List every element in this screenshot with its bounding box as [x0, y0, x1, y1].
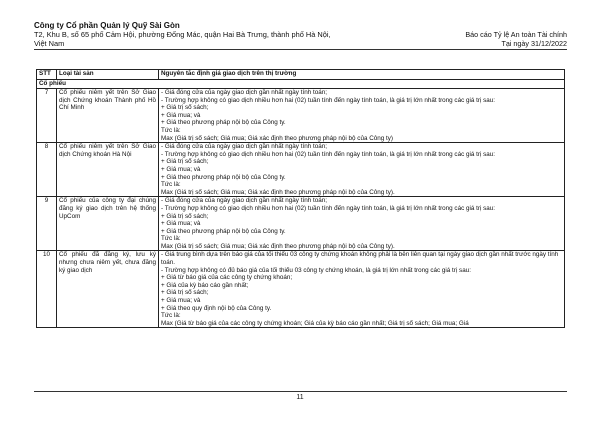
principle-line: + Giá trị sổ sách;	[161, 289, 209, 297]
principle-line: + Giá theo phương pháp nội bộ của Công ty.	[161, 119, 286, 127]
row-stt: 10	[37, 251, 57, 328]
row-principle	[159, 143, 565, 197]
principle-line: + Giá trị sổ sách;	[161, 212, 209, 220]
principle-line: + Giá mua; và	[161, 220, 201, 228]
principle-line: Tức là:	[161, 235, 181, 243]
principle-line: - Trường hợp không có giao dịch nhiều hơn hai (02) tuần tính đến ngày tính toán, là giá trị lớn nhất trong các giá trị sau:	[161, 96, 496, 104]
table-row	[37, 251, 565, 328]
principle-line: - Giá đóng cửa của ngày giao dịch gần nhất ngày tính toán;	[161, 89, 327, 96]
principle-line: Max (Giá từ báo giá của các công ty chứng khoán; Giá của kỳ báo cáo gần nhất; Giá trị sổ sách; Giá mua; Giá	[161, 319, 469, 327]
valuation-table	[36, 69, 565, 328]
principle-line: + Giá mua; và	[161, 165, 201, 173]
principle-line: - Trường hợp không có giao dịch nhiều hơn hai (02) tuần tính đến ngày tính toán, là giá trị lớn nhất trong các giá trị sau:	[161, 204, 496, 212]
principle-line: + Giá theo quy định nội bộ của Công ty.	[161, 304, 272, 312]
section-label: Cổ phiếu	[37, 80, 565, 89]
principle-line: + Giá mua; và	[161, 297, 201, 305]
header-report-block	[465, 30, 567, 48]
section-row-stocks	[37, 80, 565, 89]
principle-line: + Giá từ báo giá của các công ty chứng khoán;	[161, 274, 293, 282]
table-row	[37, 143, 565, 197]
principle-line: - Trường hợp không có giao dịch nhiều hơn hai (02) tuần tính đến ngày tính toán, là giá trị lớn nhất trong các giá trị sau:	[161, 150, 496, 158]
row-stt: 8	[37, 143, 57, 197]
header-valuation-principle: Nguyên tắc định giá giao dịch trên thị trường	[159, 70, 565, 80]
principle-line: + Giá trị sổ sách;	[161, 158, 209, 166]
row-principle	[159, 89, 565, 143]
row-asset-type: Cổ phiếu của công ty đại chúng đăng ký giao dịch trên hệ thống UpCom	[57, 197, 159, 251]
report-date: Tại ngày 31/12/2022	[501, 39, 567, 48]
row-stt: 7	[37, 89, 57, 143]
principle-line: Tức là:	[161, 312, 181, 320]
header-stt: STT	[37, 70, 57, 80]
header-divider	[34, 49, 567, 50]
row-stt: 9	[37, 197, 57, 251]
row-asset-type: Cổ phiếu niêm yết trên Sở Giao dịch Chứng khoán Thành phố Hồ Chí Minh	[57, 89, 159, 143]
principle-line: - Trường hợp không có đủ báo giá của tối thiểu 03 công ty chứng khoán, là giá trị lớn nhất trong các giá trị sau:	[161, 266, 471, 274]
principle-line: - Giá trung bình dựa trên báo giá của tối thiểu 03 công ty chứng khoán không phải là bên liên quan tại ngày giao dịch gần nhất trước ngày tính toán.	[161, 251, 559, 267]
principle-line: Max (Giá trị sổ sách; Giá mua; Giá xác định theo phương pháp nội bộ của Công ty).	[161, 188, 395, 196]
page-number: 11	[296, 394, 304, 401]
principle-line: Max (Giá trị sổ sách; Giá mua; Giá xác định theo phương pháp nội bộ của Công ty).	[161, 242, 395, 250]
principle-line: + Giá trị sổ sách;	[161, 104, 209, 112]
footer-divider	[34, 391, 567, 392]
principle-line: + Giá theo phương pháp nội bộ của Công ty.	[161, 227, 286, 235]
row-asset-type: Cổ phiếu niêm yết trên Sở Giao dịch Chứng khoán Hà Nội	[57, 143, 159, 197]
table-row	[37, 89, 565, 143]
report-title: Báo cáo Tỷ lệ An toàn Tài chính	[465, 30, 567, 39]
company-address-line1: T2, Khu B, số 65 phố Cảm Hội, phường Đống Mác, quận Hai Bà Trưng, thành phố Hà Nội,	[34, 30, 331, 39]
principle-line: Tức là:	[161, 126, 181, 134]
table-header-row	[37, 70, 565, 80]
row-principle	[159, 197, 565, 251]
row-asset-type: Cổ phiếu đã đăng ký, lưu ký nhưng chưa niêm yết, chưa đăng ký giao dịch	[57, 251, 159, 328]
row-principle	[159, 251, 565, 328]
principle-line: + Giá mua; và	[161, 111, 201, 119]
principle-line: + Giá của kỳ báo cáo gần nhất;	[161, 281, 249, 289]
principle-line: + Giá theo phương pháp nội bộ của Công ty.	[161, 173, 286, 181]
principle-line: Max (Giá trị sổ sách; Giá mua; Giá xác định theo phương pháp nội bộ của Công ty)	[161, 134, 394, 142]
principle-line: - Giá đóng cửa của ngày giao dịch gần nhất ngày tính toán;	[161, 143, 327, 151]
header-company-block	[34, 21, 331, 48]
table-row	[37, 197, 565, 251]
principle-line: - Giá đóng cửa của ngày giao dịch gần nhất ngày tính toán;	[161, 197, 327, 205]
principle-line: Tức là:	[161, 181, 181, 189]
company-name: Công ty Cổ phần Quản lý Quỹ Sài Gòn	[34, 21, 180, 30]
company-address-line2: Việt Nam	[34, 39, 65, 48]
header-asset-type: Loại tài sản	[57, 70, 159, 80]
